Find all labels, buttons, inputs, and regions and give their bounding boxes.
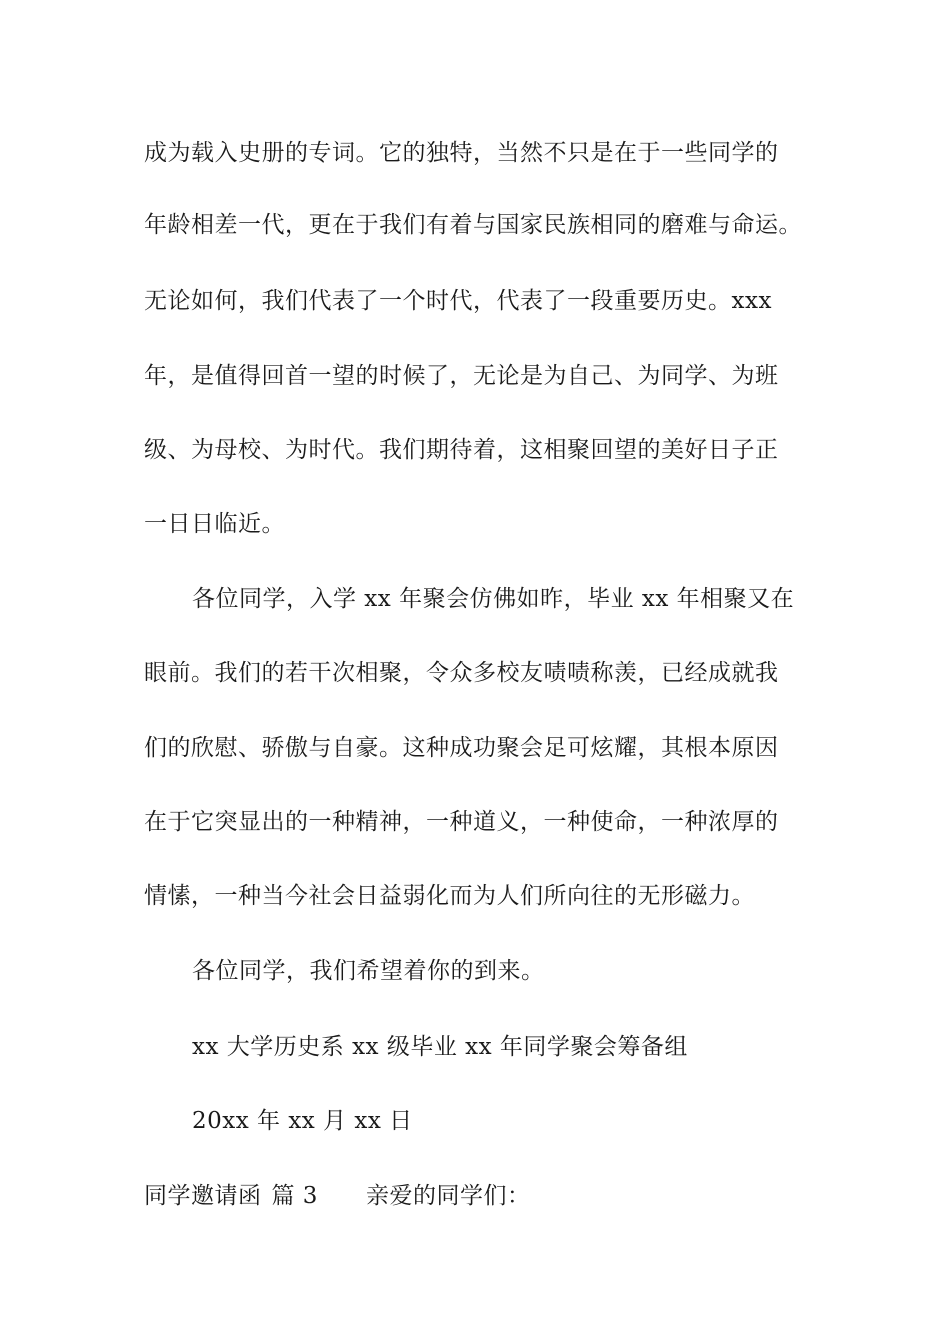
paragraph-line: 成为载入史册的专词。它的独特，当然不只是在于一些同学的 <box>144 140 779 166</box>
paragraph-line: 眼前。我们的若干次相聚，令众多校友啧啧称羡，已经成就我 <box>144 660 779 686</box>
paragraph-line: 各位同学，入学 xx 年聚会仿佛如昨，毕业 xx 年相聚又在 <box>192 586 795 612</box>
paragraph-line: 情愫，一种当今社会日益弱化而为人们所向往的无形磁力。 <box>144 883 755 909</box>
paragraph-line: 在于它突显出的一种精神，一种道义，一种使命，一种浓厚的 <box>144 809 779 835</box>
signature-date: 20xx 年 xx 月 xx 日 <box>192 1108 413 1134</box>
paragraph-line: 一日日临近。 <box>144 511 285 537</box>
paragraph-line: 年，是值得回首一望的时候了，无论是为自己、为同学、为班 <box>144 363 779 389</box>
paragraph-line: 级、为母校、为时代。我们期待着，这相聚回望的美好日子正 <box>144 437 779 463</box>
section-title: 同学邀请函 <box>144 1183 262 1209</box>
section-number: 篇 3 <box>271 1183 318 1209</box>
paragraph-line: 们的欣慰、骄傲与自豪。这种成功聚会足可炫耀，其根本原因 <box>144 735 779 761</box>
next-section-heading <box>144 1181 530 1211</box>
paragraph-line: 年龄相差一代，更在于我们有着与国家民族相同的磨难与命运。 <box>144 212 802 238</box>
signature-organizer: xx 大学历史系 xx 级毕业 xx 年同学聚会筹备组 <box>192 1034 688 1060</box>
greeting: 亲爱的同学们： <box>365 1183 531 1209</box>
paragraph-line: 无论如何，我们代表了一个时代，代表了一段重要历史。xxx <box>144 288 772 314</box>
paragraph-line: 各位同学，我们希望着你的到来。 <box>192 958 545 984</box>
